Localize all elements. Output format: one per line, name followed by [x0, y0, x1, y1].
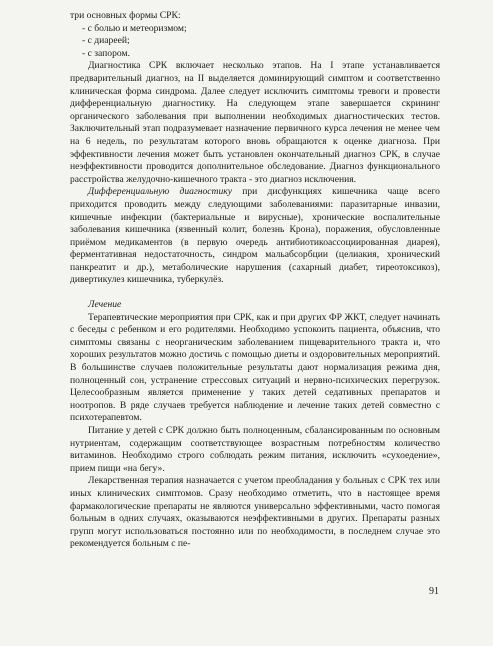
paragraph-diagnostics: Диагностика СРК включает несколько этапов. На I этапе устанавливается предварительный диагноз, на II выделяется доминирующий симптом и соответственно клиническая форма синдрома. Далее следует исключить симптомы тревоги и провести дифференциальную диагностику. На следующем этапе завершается скрининг органического заболевания при выполнении необходимых диагностических тестов. Заключительный этап подразумевает назначение первичного курса лечения не менее чем на 6 недель, по результатам которого вновь обращаются к оценке диагноза. При эффективности лечения может быть установлен окончательный диагноз СРК, в случае неэффективности проводится дополнительное обследование. Диагноз функционального расстройства желудочно-кишечного тракта - это диагноз исключения. — [70, 60, 440, 185]
intro-line: три основных формы СРК: — [70, 10, 181, 21]
section-heading: Лечение — [88, 299, 122, 311]
differential-text: при дисфункциях кишечника чаще всего приходится проводить между следующими заболеваниями: паразитарные инвазии, кишечные инфекции (бактериальные и вирусные), хронические воспалительные заболевания кишечника (язвенный колит, болезнь Крона), поражения, обусловленные приёмом медикаментов (в первую очередь антибиотикоассоциированная диарея), ферментативная недостаточность, синдром мальабсорбции (целиакия, хронический панкреатит и др.), метаболические нарушения (сахарный диабет, тиреотоксикоз), дивертикулез кишечника, туберкулёз. — [70, 186, 440, 286]
paragraph-nutrition: Питание у детей с СРК должно быть полноценным, сбалансированным по основным нутриентам, содержащим соответствующее возрастным потребностям количество витаминов. Необходимо строго соблюдать режим питания, исключить «сухоедение», прием пищи «на бегу». — [70, 425, 440, 474]
page-body — [70, 10, 440, 551]
list-item: - с диареей; — [82, 35, 130, 47]
page-number: 91 — [429, 586, 439, 597]
list-item: - с запором. — [82, 47, 130, 59]
paragraph-therapy: Терапевтические мероприятия при СРК, как и при других ФР ЖКТ, следует начинать с беседы с ребенком и его родителями. Необходимо успокоить пациента, объяснив, что симптомы связаны с неорганическим заболеванием пищеварительного тракта и, что хороших результатов можно достичь с помощью диеты и оздоровительных мероприятий. В большинстве случаев положительные результаты дают нормализация режима дня, полноценный сон, устранение стрессовых ситуаций и нервно-психических перегрузок. Целесообразным является применение у таких детей седативных препаратов и ноотропов. В ряде случаев требуется наблюдение и лечение таких детей совместно с психотерапевтом. — [70, 311, 440, 424]
paragraph-differential — [70, 186, 440, 287]
spacer — [70, 287, 440, 299]
forms-list — [70, 23, 440, 61]
differential-lead: Дифференциальную диагностику — [88, 186, 233, 198]
paragraph-medication: Лекарственная терапия назначается с учетом преобладания у больных с СРК тех или иных клинических симптомов. Сразу необходимо отметить, что в настоящее время фармакологические препараты не являются универсально эффективными, часто помогая больным в одних случаях, оказываются неэффективными в других. Препараты разных групп могут использоваться постоянно или по необходимости, в последнем случае это рекомендуется больным с пе- — [70, 475, 440, 550]
list-item: - с болью и метеоризмом; — [82, 22, 187, 34]
